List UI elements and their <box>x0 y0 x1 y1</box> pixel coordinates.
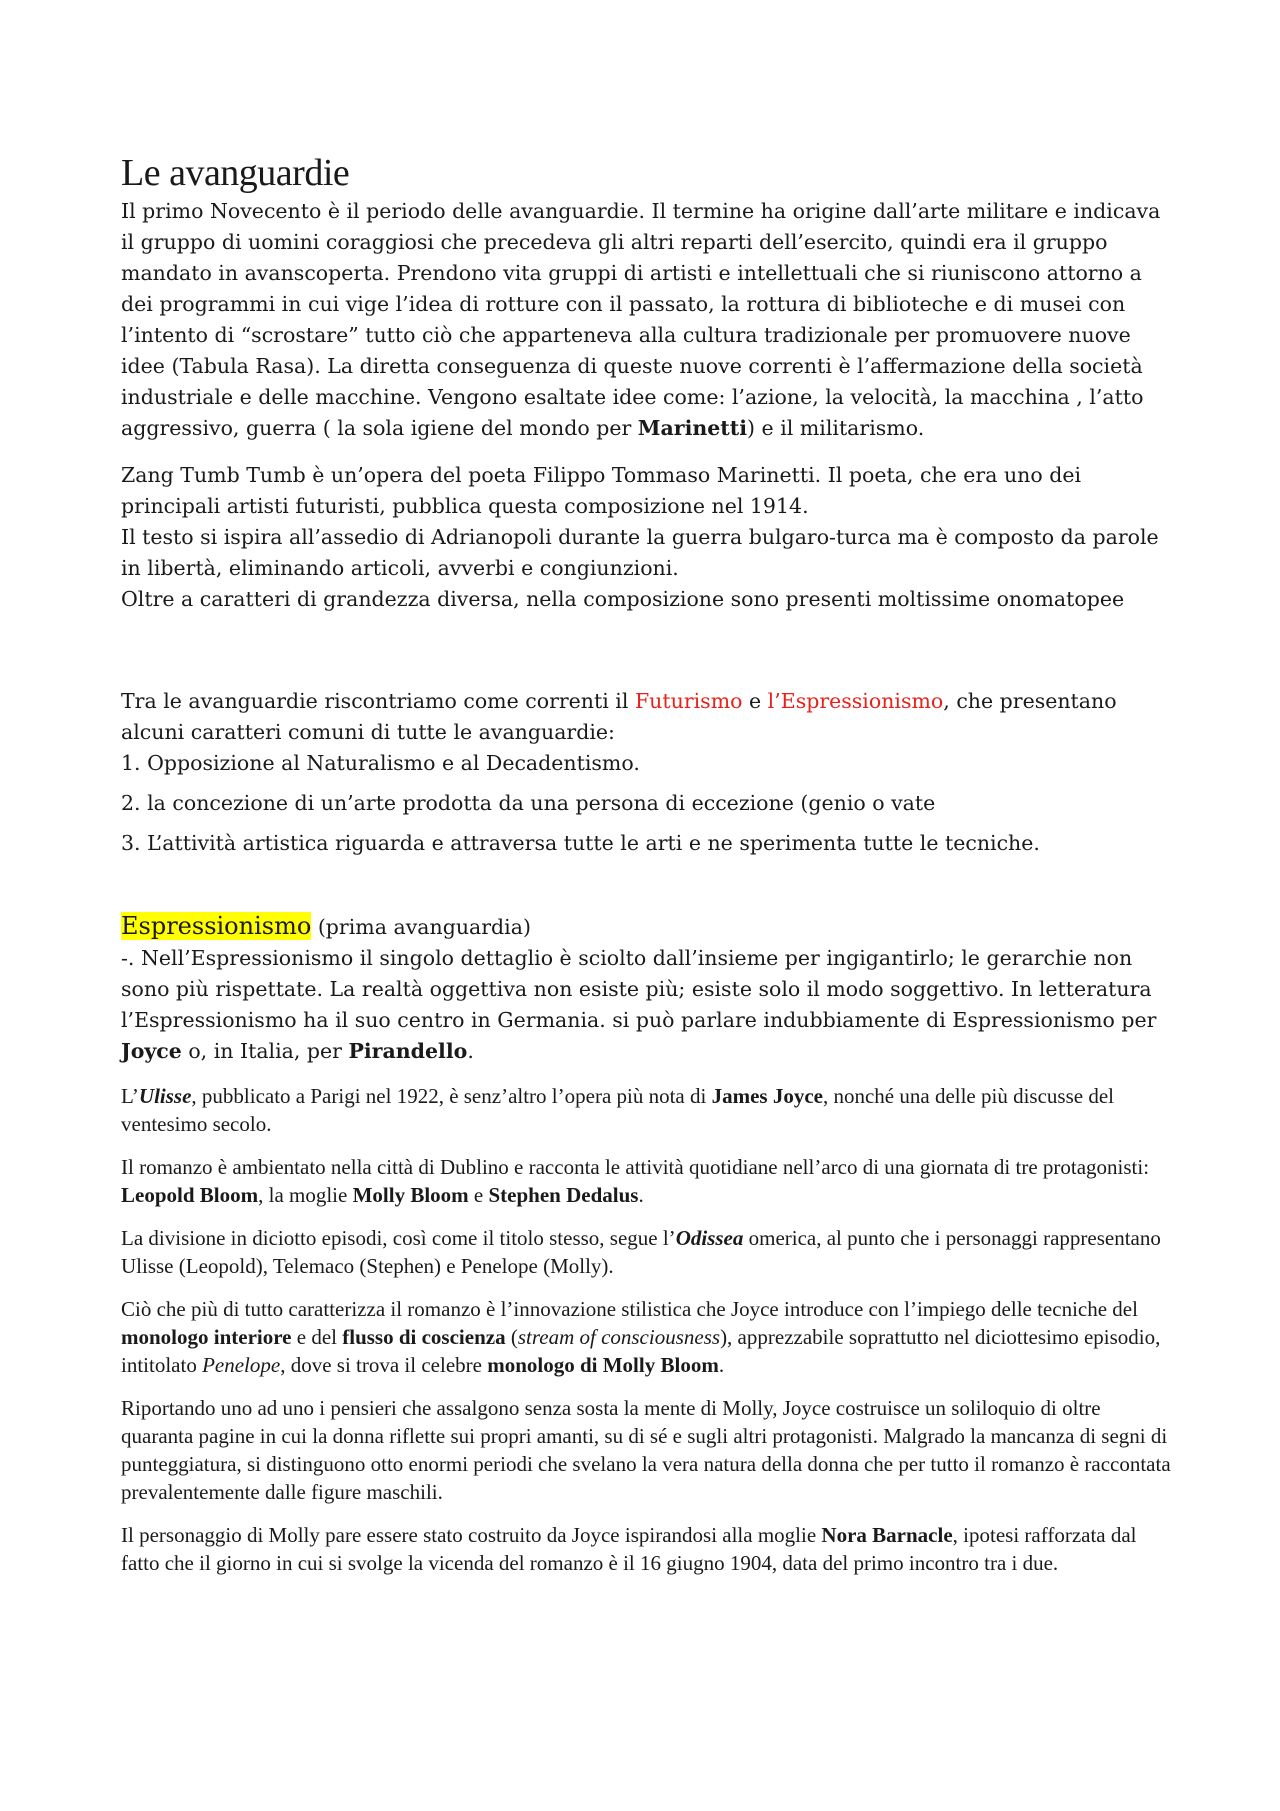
u4-flusso: flusso di coscienza <box>342 1325 506 1349</box>
u4-d: ), apprezzabile soprattutto nel diciottesimo episodio, intitolato <box>121 1325 1161 1377</box>
document-body <box>121 150 1173 1577</box>
u3-odissea: Odissea <box>675 1226 744 1250</box>
zang-line-3: Oltre a caratteri di grandezza diversa, nella composizione sono presenti moltissime onomatopee <box>121 587 1125 611</box>
ulisse-paragraph-3 <box>121 1224 1173 1280</box>
u4-e: , dove si trova il celebre <box>280 1353 488 1377</box>
u2-molly: Molly Bloom <box>352 1183 469 1207</box>
u6-b: , ipotesi rafforzata dal fatto che il giorno in cui si svolge la vicenda del romanzo è il 16 giugno 1904, data del primo incontro tra i due. <box>121 1523 1137 1575</box>
u3-b: omerica, al punto che i personaggi rappresentano Ulisse (Leopold), Telemaco (Stephen) e Penelope (Molly). <box>121 1226 1161 1278</box>
list-item-3: 3. L’attività artistica riguarda e attraversa tutte le arti e ne sperimenta tutte le tecniche. <box>121 831 1040 855</box>
intro-text: Il primo Novecento è il periodo delle avanguardie. Il termine ha origine dall’arte militare e indicava il gruppo di uomini coraggiosi che precedeva gli altri reparti dell’esercito, quindi era il gruppo mandato in avanscoperta. Prendono vita gruppi di artisti e intellettuali che si riuniscono attorno a dei programmi in cui vige l’idea di rotture con il passato, la rottura di biblioteche e di musei con l’intento di “scrostare” tutto ciò che apparteneva alla cultura tradizionale per promuovere nuove idee (Tabula Rasa). La diretta conseguenza di queste nuove correnti è l’affermazione della società industriale e delle macchine. Vengono esaltate idee come: l’azione, la velocità, la macchina , l’atto aggressivo, guerra ( la sola igiene del mondo per <box>121 199 1161 440</box>
espressionismo-text-3: . <box>467 1039 474 1063</box>
u1-b: , pubblicato a Parigi nel 1922, è senz’altro l’opera più nota di <box>191 1084 712 1108</box>
u1-ulisse: Ulisse <box>138 1084 192 1108</box>
u4-c: ( <box>505 1325 518 1349</box>
list-item-1: 1. Opposizione al Naturalismo e al Decadentismo. <box>121 751 640 775</box>
u4-monologo-molly: monologo di Molly Bloom <box>487 1353 719 1377</box>
u4-a: Ciò che più di tutto caratterizza il romanzo è l’innovazione stilistica che Joyce introduce con l’impiego delle tecniche del <box>121 1297 1138 1321</box>
correnti-paragraph <box>121 686 1173 748</box>
espressionismo-text: -. Nell’Espressionismo il singolo dettaglio è sciolto dall’insieme per ingigantirlo; le gerarchie non sono più rispettate. La realtà oggettiva non esiste più; esiste solo il modo soggettivo. In letteratura l’Espressionismo ha il suo centro in Germania. si può parlare indubbiamente di Espressionismo per <box>121 946 1157 1032</box>
espressionismo-heading <box>121 911 1173 943</box>
u2-b: , la moglie <box>258 1183 353 1207</box>
correnti-text: Tra le avanguardie riscontriamo come correnti il <box>121 689 635 713</box>
u2-leopold: Leopold Bloom <box>121 1183 259 1207</box>
futurismo-red: Futurismo <box>634 689 743 713</box>
u3-a: La divisione in diciotto episodi, così come il titolo stesso, segue l’ <box>121 1226 676 1250</box>
u6-a: Il personaggio di Molly pare essere stato costruito da Joyce ispirandosi alla moglie <box>121 1523 822 1547</box>
u2-stephen: Stephen Dedalus <box>488 1183 639 1207</box>
u4-stream: stream of consciousness <box>517 1325 721 1349</box>
ulisse-paragraph-2 <box>121 1153 1173 1209</box>
u1-a: L’ <box>121 1084 139 1108</box>
ulisse-paragraph-6 <box>121 1521 1173 1577</box>
intro-text-end: ) e il militarismo. <box>747 416 925 440</box>
u2-d: . <box>638 1183 644 1207</box>
u1-james-joyce: James Joyce <box>711 1084 823 1108</box>
u4-monologo: monologo interiore <box>121 1325 292 1349</box>
espressionismo-text-2: o, in Italia, per <box>181 1039 349 1063</box>
correnti-text-and: e <box>742 689 768 713</box>
zang-line-2: Il testo si ispira all’assedio di Adrianopoli durante la guerra bulgaro-turca ma è composto da parole in libertà, eliminando articoli, avverbi e congiunzioni. <box>121 525 1159 580</box>
u4-b: e del <box>291 1325 343 1349</box>
espressionismo-highlight: Espressionismo <box>121 912 312 940</box>
u6-nora: Nora Barnacle <box>821 1523 953 1547</box>
correnti-text-end: , che presentano alcuni caratteri comuni di tutte le avanguardie: <box>121 689 1117 744</box>
bold-pirandello: Pirandello <box>348 1039 468 1063</box>
espressionismo-paragraph <box>121 943 1173 1067</box>
ulisse-paragraph-1 <box>121 1082 1173 1138</box>
u2-a: Il romanzo è ambientato nella città di Dublino e racconta le attività quotidiane nell’arco di una giornata di tre protagonisti: <box>121 1155 1150 1179</box>
espressionismo-subtitle: (prima avanguardia) <box>311 915 531 939</box>
u4-penelope: Penelope <box>202 1353 281 1377</box>
intro-paragraph <box>121 196 1173 444</box>
espressionismo-red: l’Espressionismo <box>767 689 944 713</box>
u2-c: e <box>468 1183 489 1207</box>
page-title: Le avanguardie <box>121 152 350 194</box>
list-item-2: 2. la concezione di un’arte prodotta da una persona di eccezione (genio o vate <box>121 791 936 815</box>
intro-bold-marinetti: Marinetti <box>637 416 748 440</box>
u1-c: , nonché una delle più discusse del ventesimo secolo. <box>121 1084 1114 1136</box>
ulisse-paragraph-4 <box>121 1295 1173 1379</box>
u4-f: . <box>718 1353 725 1377</box>
zang-line-1: Zang Tumb Tumb è un’opera del poeta Filippo Tommaso Marinetti. Il poeta, che era uno dei principali artisti futuristi, pubblica questa composizione nel 1914. <box>121 463 1082 518</box>
ulisse-paragraph-5: Riportando uno ad uno i pensieri che assalgono senza sosta la mente di Molly, Joyce costruisce un soliloquio di oltre quaranta pagine in cui la donna riflette sui propri amanti, su di sé e sugli altri protagonisti. Malgrado la mancanza di segni di punteggiatura, si distinguono otto enormi periodi che svelano la vera natura della donna che per tutto il romanzo è raccontata prevalentemente dalle figure maschili. <box>121 1396 1171 1504</box>
bold-joyce: Joyce <box>121 1039 182 1063</box>
